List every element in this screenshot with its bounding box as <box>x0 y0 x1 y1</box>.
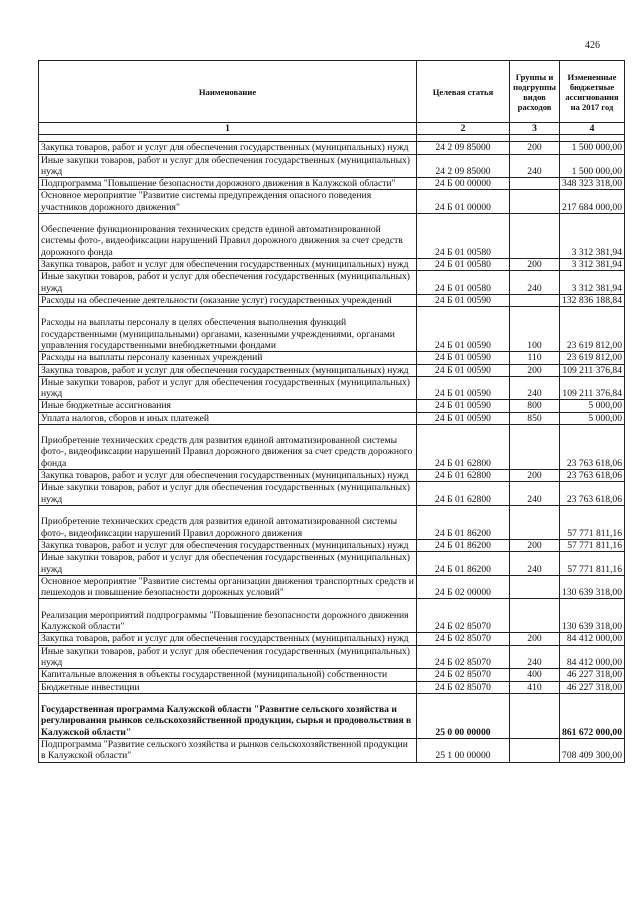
spacer-cell <box>417 135 510 142</box>
row-group <box>510 693 560 738</box>
table-row <box>39 142 625 154</box>
row-group: 240 <box>510 645 560 669</box>
row-group <box>510 178 560 190</box>
row-code: 24 2 09 85000 <box>417 142 510 154</box>
row-amount: 109 211 376,84 <box>560 376 625 400</box>
row-group: 200 <box>510 633 560 645</box>
table-row <box>39 364 625 376</box>
row-name: Закупка товаров, работ и услуг для обеспечения государственных (муниципальных) нужд <box>39 364 417 376</box>
table-row <box>39 259 625 271</box>
row-name: Основное мероприятие "Развитие системы предупреждения опасного поведения участников дорожного движения" <box>39 190 417 214</box>
spacer-cell <box>39 135 417 142</box>
table-row <box>39 552 625 576</box>
row-code: 24 Б 01 86200 <box>417 539 510 551</box>
row-amount: 217 684 000,00 <box>560 190 625 214</box>
column-number: 4 <box>560 123 625 135</box>
table-row <box>39 307 625 352</box>
row-amount: 84 412 000,00 <box>560 633 625 645</box>
row-group: 240 <box>510 482 560 506</box>
row-code: 24 Б 02 85070 <box>417 633 510 645</box>
row-group: 100 <box>510 307 560 352</box>
table-row <box>39 681 625 693</box>
page-number: 426 <box>585 40 600 51</box>
row-code: 25 1 00 00000 <box>417 738 510 762</box>
row-group: 240 <box>510 376 560 400</box>
row-amount: 23 763 618,06 <box>560 470 625 482</box>
row-name: Основное мероприятие "Развитие системы организации движения транспортных средств и пешеходов и повышение безопасности дорожных условий" <box>39 575 417 599</box>
row-amount: 23 619 812,00 <box>560 352 625 364</box>
row-name: Иные закупки товаров, работ и услуг для обеспечения государственных (муниципальных) нужд <box>39 482 417 506</box>
row-amount: 57 771 811,16 <box>560 539 625 551</box>
column-number: 2 <box>417 123 510 135</box>
row-amount: 57 771 811,16 <box>560 552 625 576</box>
row-code: 24 Б 01 00000 <box>417 190 510 214</box>
row-code: 24 Б 01 86200 <box>417 552 510 576</box>
row-name: Иные закупки товаров, работ и услуг для обеспечения государственных (муниципальных) нужд <box>39 552 417 576</box>
row-group <box>510 425 560 470</box>
row-code: 24 Б 01 62800 <box>417 470 510 482</box>
row-name: Иные закупки товаров, работ и услуг для обеспечения государственных (муниципальных) нужд <box>39 645 417 669</box>
row-name: Подпрограмма "Повышение безопасности дорожного движения в Калужской области" <box>39 178 417 190</box>
row-code: 24 Б 01 00580 <box>417 271 510 295</box>
row-group: 400 <box>510 669 560 681</box>
row-group: 200 <box>510 470 560 482</box>
row-name: Расходы на обеспечение деятельности (оказание услуг) государственных учреждений <box>39 294 417 306</box>
row-group <box>510 575 560 599</box>
row-name: Подпрограмма "Развитие сельского хозяйства и рынков сельскохозяйственной продукции в Калужской области" <box>39 738 417 762</box>
row-name: Закупка товаров, работ и услуг для обеспечения государственных (муниципальных) нужд <box>39 259 417 271</box>
table-row <box>39 190 625 214</box>
table-row <box>39 482 625 506</box>
row-amount: 1 500 000,00 <box>560 154 625 178</box>
table-body <box>39 142 625 762</box>
row-code: 24 Б 01 00590 <box>417 412 510 424</box>
row-group: 240 <box>510 271 560 295</box>
row-amount: 57 771 811,16 <box>560 505 625 539</box>
table-row <box>39 669 625 681</box>
table-header-row <box>39 61 625 123</box>
row-code: 24 Б 02 85070 <box>417 669 510 681</box>
row-amount: 46 227 318,00 <box>560 669 625 681</box>
row-code: 24 Б 00 00000 <box>417 178 510 190</box>
row-group <box>510 738 560 762</box>
row-name: Обеспечение функционирования технических средств единой автоматизированной системы фото-, видеофиксации нарушений Правил дорожного движения за счет средств дорожного фонда <box>39 214 417 259</box>
row-name: Капитальные вложения в объекты государственной (муниципальной) собственности <box>39 669 417 681</box>
row-code: 24 Б 01 00590 <box>417 376 510 400</box>
table-row <box>39 575 625 599</box>
row-code: 24 Б 01 86200 <box>417 505 510 539</box>
row-amount: 46 227 318,00 <box>560 681 625 693</box>
row-name: Иные закупки товаров, работ и услуг для обеспечения государственных (муниципальных) нужд <box>39 154 417 178</box>
table-row <box>39 400 625 412</box>
row-amount: 348 323 318,00 <box>560 178 625 190</box>
row-code: 24 Б 02 85070 <box>417 681 510 693</box>
row-name: Иные закупки товаров, работ и услуг для обеспечения государственных (муниципальных) нужд <box>39 376 417 400</box>
row-amount: 3 312 381,94 <box>560 271 625 295</box>
row-group <box>510 294 560 306</box>
table-row <box>39 599 625 633</box>
row-amount: 130 639 318,00 <box>560 575 625 599</box>
row-amount: 1 500 000,00 <box>560 142 625 154</box>
row-amount: 861 672 000,00 <box>560 693 625 738</box>
row-group: 240 <box>510 552 560 576</box>
table-row <box>39 154 625 178</box>
table-row <box>39 470 625 482</box>
row-group: 800 <box>510 400 560 412</box>
row-group <box>510 599 560 633</box>
budget-table <box>38 60 625 763</box>
row-name: Реализация мероприятий подпрограммы "Повышение безопасности дорожного движения Калужской области" <box>39 599 417 633</box>
row-name: Закупка товаров, работ и услуг для обеспечения государственных (муниципальных) нужд <box>39 142 417 154</box>
row-group <box>510 190 560 214</box>
row-amount: 132 836 188,84 <box>560 294 625 306</box>
spacer-cell <box>560 135 625 142</box>
row-name: Закупка товаров, работ и услуг для обеспечения государственных (муниципальных) нужд <box>39 470 417 482</box>
row-name: Иные бюджетные ассигнования <box>39 400 417 412</box>
row-group: 200 <box>510 259 560 271</box>
row-group <box>510 505 560 539</box>
row-code: 24 Б 02 85070 <box>417 645 510 669</box>
table-row <box>39 412 625 424</box>
table-row <box>39 425 625 470</box>
row-name: Иные закупки товаров, работ и услуг для обеспечения государственных (муниципальных) нужд <box>39 271 417 295</box>
table-row <box>39 294 625 306</box>
table-row <box>39 271 625 295</box>
header-code: Целевая статья <box>417 61 510 123</box>
row-amount: 708 409 300,00 <box>560 738 625 762</box>
row-group: 200 <box>510 539 560 551</box>
row-amount: 3 312 381,94 <box>560 214 625 259</box>
row-code: 24 Б 01 00580 <box>417 259 510 271</box>
table-row <box>39 376 625 400</box>
row-amount: 23 619 812,00 <box>560 307 625 352</box>
row-name: Бюджетные инвестиции <box>39 681 417 693</box>
row-code: 24 Б 02 00000 <box>417 575 510 599</box>
table-row <box>39 352 625 364</box>
row-name: Закупка товаров, работ и услуг для обеспечения государственных (муниципальных) нужд <box>39 633 417 645</box>
row-name: Закупка товаров, работ и услуг для обеспечения государственных (муниципальных) нужд <box>39 539 417 551</box>
row-group <box>510 214 560 259</box>
row-code: 24 Б 01 00590 <box>417 364 510 376</box>
row-code: 24 Б 01 00590 <box>417 294 510 306</box>
row-name: Приобретение технических средств для развития единой автоматизированной системы фото-, видеофиксации нарушений Правил дорожного движения за счет средств дорожного фонда <box>39 425 417 470</box>
row-group: 200 <box>510 364 560 376</box>
row-amount: 3 312 381,94 <box>560 259 625 271</box>
header-amount: Измененные бюджетные ассигнования на 2017 год <box>560 61 625 123</box>
row-group: 410 <box>510 681 560 693</box>
table-row <box>39 214 625 259</box>
row-name: Расходы на выплаты персоналу в целях обеспечения выполнения функций государственными (муниципальными) органами, казенными учреждениями, органами управления государственными внебюджетными фондами <box>39 307 417 352</box>
row-amount: 84 412 000,00 <box>560 645 625 669</box>
table-row <box>39 633 625 645</box>
header-name: Наименование <box>39 61 417 123</box>
table-row <box>39 178 625 190</box>
column-number-row <box>39 123 625 135</box>
row-name: Приобретение технических средств для развития единой автоматизированной системы фото-, видеофиксации нарушений Правил дорожного движения <box>39 505 417 539</box>
row-amount: 5 000,00 <box>560 412 625 424</box>
table-row <box>39 738 625 762</box>
row-code: 24 Б 02 85070 <box>417 599 510 633</box>
table-row <box>39 539 625 551</box>
row-amount: 109 211 376,84 <box>560 364 625 376</box>
row-code: 24 2 09 85000 <box>417 154 510 178</box>
table-row <box>39 505 625 539</box>
table-row <box>39 645 625 669</box>
row-name: Расходы на выплаты персоналу казенных учреждений <box>39 352 417 364</box>
row-name: Уплата налогов, сборов и иных платежей <box>39 412 417 424</box>
row-amount: 23 763 618,06 <box>560 425 625 470</box>
row-code: 24 Б 01 00580 <box>417 214 510 259</box>
row-group: 200 <box>510 142 560 154</box>
spacer-row <box>39 135 625 142</box>
row-code: 24 Б 01 62800 <box>417 482 510 506</box>
row-amount: 23 763 618,06 <box>560 482 625 506</box>
row-group: 850 <box>510 412 560 424</box>
header-group: Группы и подгруппы видов расходов <box>510 61 560 123</box>
row-code: 24 Б 01 00590 <box>417 307 510 352</box>
row-code: 24 Б 01 00590 <box>417 400 510 412</box>
row-group: 110 <box>510 352 560 364</box>
row-amount: 5 000,00 <box>560 400 625 412</box>
row-code: 25 0 00 00000 <box>417 693 510 738</box>
row-group: 240 <box>510 154 560 178</box>
row-code: 24 Б 01 00590 <box>417 352 510 364</box>
spacer-cell <box>510 135 560 142</box>
table-row <box>39 693 625 738</box>
row-amount: 130 639 318,00 <box>560 599 625 633</box>
column-number: 3 <box>510 123 560 135</box>
column-number: 1 <box>39 123 417 135</box>
row-code: 24 Б 01 62800 <box>417 425 510 470</box>
row-name: Государственная программа Калужской области "Развитие сельского хозяйства и регулирования рынков сельскохозяйственной продукции, сырья и продовольствия в Калужской области" <box>39 693 417 738</box>
